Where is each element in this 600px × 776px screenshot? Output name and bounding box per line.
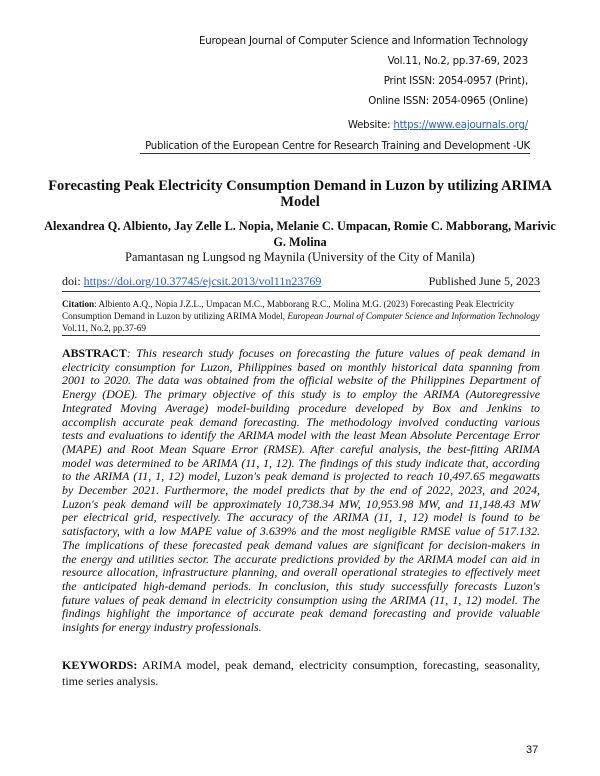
- abstract-line: accomplish accurate peak demand forecasting. The methodology involved conducting various: [62, 414, 540, 429]
- abstract-line: findings highlight the importance of accurate peak demand forecasting and provide valuable: [62, 606, 540, 621]
- citation: [62, 298, 540, 336]
- online-issn: Online ISSN: 2054-0965 (Online): [368, 96, 528, 107]
- citation-tail: Vol.11, No.2, pp.37-69: [62, 323, 146, 333]
- keywords-text: ARIMA model, peak demand, electricity consumption, forecasting, seasonality, time series analysis.: [62, 658, 540, 688]
- abstract-line-text: : This research study focuses on forecasting the future values of peak demand in: [126, 346, 540, 360]
- abstract-line: the energy and utilities sector. The accurate predictions provided by the ARIMA model can aid in: [62, 551, 540, 566]
- website: [348, 120, 528, 131]
- doi-line: [62, 274, 540, 292]
- abstract-line: Energy (DOE). The primary objective of this study is to employ the ARIMA (Autoregressive: [62, 387, 540, 402]
- website-link[interactable]: https://www.eajournals.org/: [393, 120, 528, 131]
- abstract-line: electricity consumption for Luzon, Philippines based on monthly historical data spanning from: [62, 359, 540, 374]
- affiliation: Pamantasan ng Lungsod ng Maynila (University of the City of Manila): [125, 250, 475, 264]
- abstract-line: by December 2021. Furthermore, the model predicts that by the end of 2022, 2023, and 2024,: [62, 483, 540, 498]
- abstract-line: model was determined to be ARIMA (11, 1, 12). The findings of this study indicate that, according: [62, 455, 540, 470]
- published-date: Published June 5, 2023: [428, 274, 540, 288]
- paper-title: Forecasting Peak Electricity Consumption Demand in Luzon by utilizing ARIMA Model: [48, 178, 552, 210]
- authors: Alexandrea Q. Albiento, Jay Zelle L. Nopia, Melanie C. Umpacan, Romie C. Mabborang, Marivic G. Molina: [44, 219, 556, 249]
- doi-link[interactable]: https://doi.org/10.37745/ejcsit.2013/vol11n23769: [83, 274, 322, 288]
- abstract-line: the anticipated high-demand periods. In conclusion, this study successfully forecasts Luzon's: [62, 578, 540, 593]
- citation-text: : Albiento A.Q., Nopia J.Z.L., Umpacan M.C., Mabborang R.C., Molina M.G. (2023) Forecasting Peak Electricity Consumption Demand in Luzon by utilizing ARIMA Model,: [62, 299, 514, 321]
- abstract-line: tests and evaluations to identify the ARIMA model with the least Mean Absolute Percentage Error: [62, 428, 540, 443]
- abstract-line: future values of peak demand in electricity consumption using the ARIMA (11, 1, 12) model. The: [62, 592, 540, 607]
- doi-label: doi:: [62, 274, 84, 288]
- citation-journal: European Journal of Computer Science and Information Technology: [287, 311, 540, 321]
- keywords: [62, 657, 540, 689]
- print-issn: Print ISSN: 2054-0957 (Print),: [383, 76, 528, 87]
- abstract-line: 2001 to 2020. The data was obtained from the official website of the Philippines Department of: [62, 373, 540, 388]
- volume-info: Vol.11, No.2, pp.37-69, 2023: [387, 56, 528, 67]
- abstract-label: ABSTRACT: [62, 346, 127, 360]
- abstract-line: The implications of these forecasted peak demand values are significant for decision-makers in: [62, 537, 540, 552]
- journal-name: European Journal of Computer Science and Information Technology: [199, 36, 528, 47]
- abstract-line: (MAPE) and Root Mean Square Error (RMSE). After careful analysis, the best-fitting ARIMA: [62, 441, 540, 456]
- abstract-line: per electrical grid, respectively. The accuracy of the ARIMA (11, 1, 12) model is found to be: [62, 510, 540, 525]
- website-label: Website:: [347, 120, 394, 131]
- abstract: [62, 347, 540, 635]
- page-number: 37: [526, 744, 539, 756]
- abstract-line: to the ARIMA (11, 1, 12) model, Luzon's peak demand is projected to reach 10,497.65 megawatts: [62, 469, 540, 484]
- abstract-line: Luzon's peak demand will be approximately 10,738.34 MW, 10,953.98 MW, and 11,148.43 MW: [62, 496, 540, 511]
- abstract-line: Integrated Moving Average) model-building procedure developed by Box and Jenkins to: [62, 400, 540, 415]
- abstract-line: satisfactory, with a low MAPE value of 3.639% and the most negligible RMSE value of 517.132.: [62, 524, 540, 539]
- abstract-line: insights for energy industry professionals.: [62, 620, 262, 635]
- abstract-line: [62, 347, 540, 361]
- citation-label: Citation: [62, 299, 95, 309]
- keywords-label: KEYWORDS:: [62, 658, 138, 672]
- abstract-line: resource allocation, infrastructure planning, and overall operational strategies to effectively meet: [62, 565, 540, 580]
- publisher-line: Publication of the European Centre for Research Training and Development -UK: [140, 141, 530, 154]
